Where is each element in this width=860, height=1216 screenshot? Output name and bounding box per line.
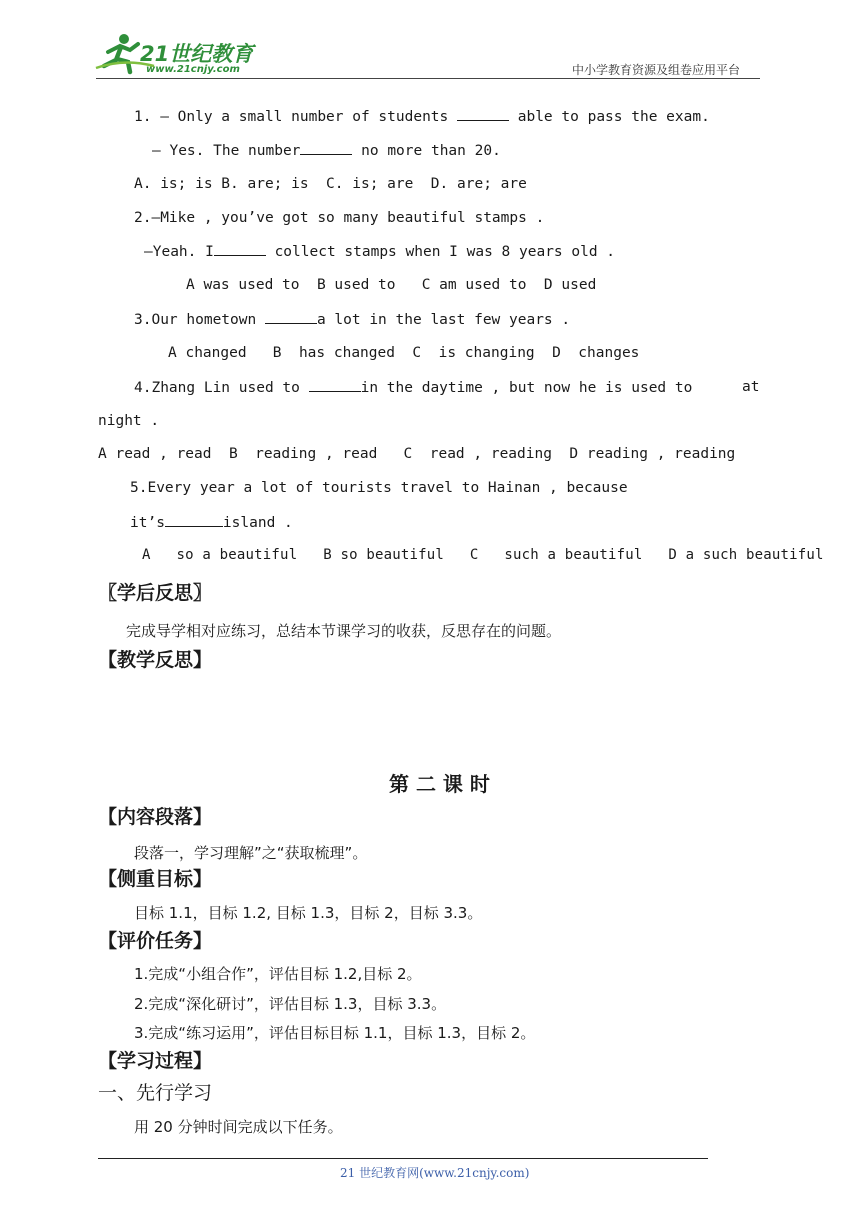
q1-text-c: — Yes. The number — [152, 143, 301, 159]
question-5-line-1: 5.Every year a lot of tourists travel to Hainan , because — [130, 480, 628, 496]
question-4-options: A read , read B reading , read C read , reading D reading , reading — [98, 446, 736, 462]
question-4-line-1-end: at — [742, 379, 760, 395]
goal-section-text: 目标 1.1，目标 1.2, 目标 1.3，目标 2，目标 3.3。 — [134, 904, 483, 922]
pre-study-text: 用 20 分钟时间完成以下任务。 — [134, 1118, 343, 1136]
question-1-options: A. is; is B. are; is C. is; are D. are; are — [134, 176, 527, 192]
q1-text-a: 1. — Only a small number of students — [134, 109, 458, 125]
question-2-line-2 — [144, 241, 615, 262]
logo-text: 21世纪教育 — [140, 42, 254, 66]
q3-blank — [265, 309, 317, 324]
content-section-title: 【内容段落】 — [98, 806, 213, 828]
q5-text-a: it’s — [130, 515, 165, 531]
reflection-title: 〖学后反思〗 — [98, 582, 213, 604]
reflection-text: 完成导学相对应练习，总结本节课学习的收获，反思存在的问题。 — [126, 622, 562, 640]
question-5-line-2 — [130, 512, 293, 533]
q3-text-b: a lot in the last few years . — [316, 312, 571, 328]
q4-blank-1 — [309, 377, 361, 392]
question-1-line-2 — [152, 140, 501, 161]
process-section-title: 【学习过程】 — [98, 1050, 213, 1072]
eval-item-1: 1.完成“小组合作”，评估目标 1.2,目标 2。 — [134, 965, 422, 983]
footer-divider — [98, 1158, 708, 1159]
question-3-options: A changed B has changed C is changing D changes — [168, 345, 640, 361]
header-right-text: 中小学教育资源及组卷应用平台 — [572, 63, 741, 77]
q2-text-a: —Yeah. I — [144, 244, 214, 260]
content-section-text: 段落一，学习理解”之“获取梳理”。 — [134, 844, 368, 862]
q4-text-a: 4.Zhang Lin used to — [134, 380, 309, 396]
q2-blank — [214, 241, 266, 256]
header-divider — [96, 78, 760, 79]
question-2-options: A was used to B used to C am used to D used — [186, 277, 597, 293]
q4-text-b: in the daytime , but now he is used to — [360, 380, 693, 396]
pre-study-title: 一、先行学习 — [98, 1082, 213, 1104]
goal-section-title: 【侧重目标】 — [98, 868, 213, 890]
question-2-line-1: 2.—Mike , you’ve got so many beautiful stamps . — [134, 210, 545, 226]
q5-blank — [165, 512, 223, 527]
question-4-line-2: night . — [98, 413, 160, 429]
q1-text-b: able to pass the exam. — [509, 109, 710, 125]
eval-section-title: 【评价任务】 — [98, 930, 213, 952]
lesson-title: 第 二 课 时 — [389, 772, 490, 796]
q1-blank-2 — [300, 140, 352, 155]
question-5-options: A so a beautiful B so beautiful C such a beautiful D a such beautiful — [142, 547, 824, 563]
q5-text-b: island . — [222, 515, 293, 531]
question-4-line-1 — [134, 377, 692, 398]
question-1-line-1 — [134, 106, 710, 127]
logo-url: www.21cnjy.com — [146, 64, 240, 75]
q3-text-a: 3.Our hometown — [134, 312, 265, 328]
q1-blank-1 — [457, 106, 509, 121]
eval-item-2: 2.完成“深化研讨”，评估目标 1.3，目标 3.3。 — [134, 995, 447, 1013]
q1-text-d: no more than 20. — [352, 143, 501, 159]
question-3-line-1 — [134, 309, 570, 330]
teaching-reflection-title: 【教学反思】 — [98, 649, 213, 671]
eval-item-3: 3.完成“练习运用”，评估目标目标 1.1，目标 1.3，目标 2。 — [134, 1024, 536, 1042]
q2-text-b: collect stamps when I was 8 years old . — [265, 244, 616, 260]
footer-text: 21 世纪教育网(www.21cnjy.com) — [340, 1166, 530, 1180]
